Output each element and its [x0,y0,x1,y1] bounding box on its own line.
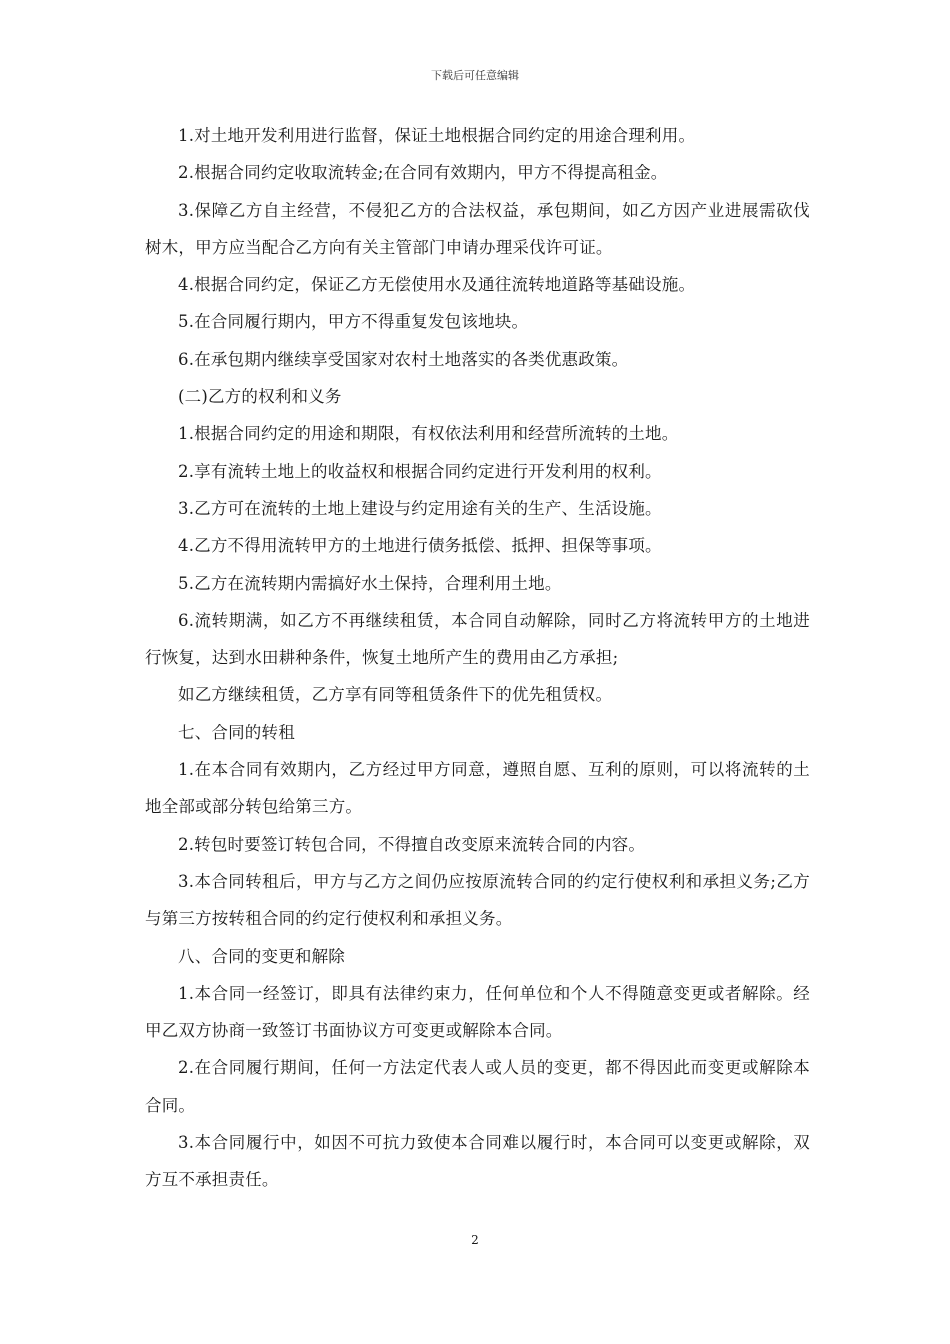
paragraph: 2.根据合同约定收取流转金;在合同有效期内，甲方不得提高租金。 [178,163,668,183]
paragraph: 3.本合同转租后，甲方与乙方之间仍应按原流转合同的约定行使权利和承担义务;乙方与第三方按转租合同的约定行使权利和承担义务。 [145,871,810,929]
section-heading: 七、合同的转租 [178,722,295,742]
paragraph: 如乙方继续租赁，乙方享有同等租赁条件下的优先租赁权。 [178,685,613,705]
page-number: 2 [471,1233,479,1247]
paragraph: 3.保障乙方自主经营，不侵犯乙方的合法权益，承包期间，如乙方因产业进展需砍伐树木，甲方应当配合乙方向有关主管部门申请办理采伐许可证。 [145,200,810,257]
section-heading: 八、合同的变更和解除 [178,946,345,966]
paragraph: 6.流转期满，如乙方不再继续租赁，本合同自动解除，同时乙方将流转甲方的土地进行恢复，达到水田耕种条件，恢复土地所产生的费用由乙方承担; [145,610,810,668]
paragraph: 1.根据合同约定的用途和期限，有权依法利用和经营所流转的土地。 [178,424,679,444]
section-heading: (二)乙方的权利和义务 [178,387,342,407]
paragraph: 1.对土地开发利用进行监督，保证土地根据合同约定的用途合理利用。 [178,126,696,145]
page-header: 下载后可任意编辑 [431,69,519,82]
document-body [145,117,810,1199]
paragraph: 4.根据合同约定，保证乙方无偿使用水及通往流转地道路等基础设施。 [178,275,696,295]
paragraph: 2.在合同履行期间，任何一方法定代表人或人员的变更，都不得因此而变更或解除本合同。 [145,1058,810,1115]
paragraph: 1.本合同一经签订，即具有法律约束力，任何单位和个人不得随意变更或者解除。经甲乙双方协商一致签订书面协议方可变更或解除本合同。 [145,983,810,1041]
paragraph: 6.在承包期内继续享受国家对农村土地落实的各类优惠政策。 [178,349,629,369]
paragraph: 5.乙方在流转期内需搞好水土保持，合理利用土地。 [178,573,562,593]
paragraph: 2.转包时要签订转包合同，不得擅自改变原来流转合同的内容。 [178,834,646,854]
paragraph: 1.在本合同有效期内，乙方经过甲方同意，遵照自愿、互利的原则，可以将流转的土地全部或部分转包给第三方。 [145,760,810,817]
paragraph: 3.乙方可在流转的土地上建设与约定用途有关的生产、生活设施。 [178,498,662,518]
paragraph: 3.本合同履行中，如因不可抗力致使本合同难以履行时，本合同可以变更或解除，双方互不承担责任。 [145,1133,810,1190]
paragraph: 4.乙方不得用流转甲方的土地进行债务抵偿、抵押、担保等事项。 [178,536,662,556]
paragraph: 2.享有流转土地上的收益权和根据合同约定进行开发利用的权利。 [178,461,662,481]
paragraph: 5.在合同履行期内，甲方不得重复发包该地块。 [178,312,529,332]
